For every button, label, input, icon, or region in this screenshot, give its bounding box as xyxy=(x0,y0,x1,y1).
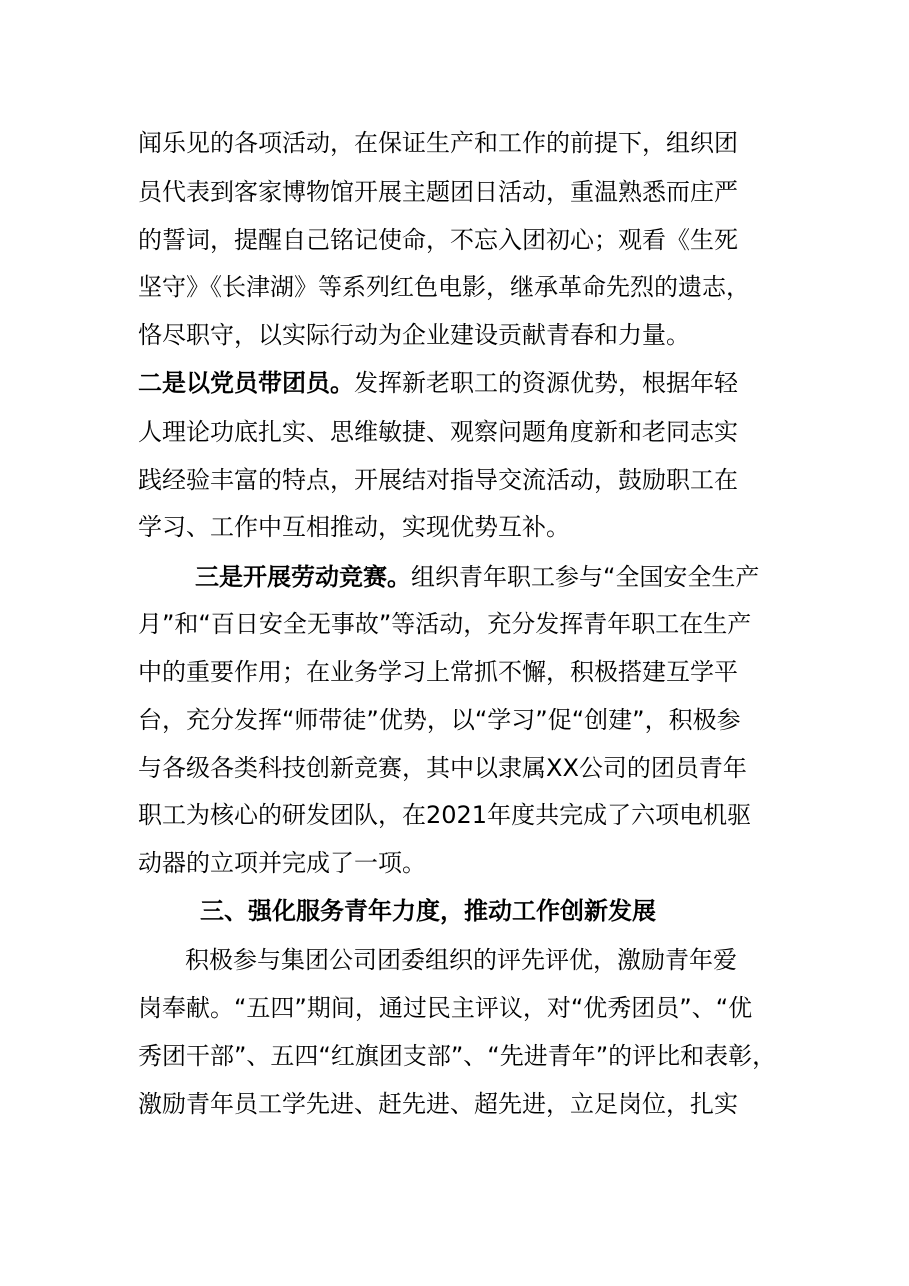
paragraph-line: 员代表到客家博物馆开展主题团日活动，重温熟悉而庄严 xyxy=(138,178,738,206)
paragraph-line: 台，充分发挥“师带徒”优势，以“学习”促“创建”，积极参 xyxy=(138,706,741,734)
paragraph-line: 秀团干部”、五四“红旗团支部”、“先进青年”的评比和表彰， xyxy=(138,1042,777,1070)
paragraph-line: 人理论功底扎实、思维敏捷、观察问题角度新和老同志实 xyxy=(138,418,738,446)
paragraph-line: 中的重要作用；在业务学习上常抓不懈，积极搭建互学平 xyxy=(138,658,738,686)
paragraph-line: 践经验丰富的特点，开展结对指导交流活动，鼓励职工在 xyxy=(138,466,738,494)
line-text: 发挥新老职工的资源优势，根据年轻 xyxy=(354,369,738,397)
paragraph-line: 学习、工作中互相推动，实现优势互补。 xyxy=(138,513,570,541)
paragraph-line: 动器的立项并完成了一项。 xyxy=(138,849,426,877)
paragraph-line: 的誓词，提醒自己铭记使命，不忘入团初心；观看《生死 xyxy=(138,226,738,254)
line-text: 组织青年职工参与“全国安全生产 xyxy=(411,563,760,591)
paragraph-line xyxy=(195,555,835,599)
paragraph-line xyxy=(138,361,778,405)
section-heading: 三、强化服务青年力度，推动工作创新发展 xyxy=(200,897,656,925)
paragraph-line: 激励青年员工学先进、赶先进、超先进，立足岗位，扎实 xyxy=(138,1090,738,1118)
bold-lead: 二是以党员带团员。 xyxy=(138,369,354,397)
paragraph-line: 与各级各类科技创新竞赛，其中以隶属XX公司的团员青年 xyxy=(138,754,747,782)
paragraph-line: 坚守》《长津湖》等系列红色电影，继承革命先烈的遗志， xyxy=(138,273,750,301)
bold-lead: 三是开展劳动竞赛。 xyxy=(195,563,411,591)
paragraph-line: 积极参与集团公司团委组织的评先评优，激励青年爱 xyxy=(185,946,737,974)
paragraph-line: 闻乐见的各项活动，在保证生产和工作的前提下，组织团 xyxy=(138,129,738,157)
paragraph-line: 恪尽职守，以实际行动为企业建设贡献青春和力量。 xyxy=(138,321,690,349)
paragraph-line: 岗奉献。“五四”期间，通过民主评议，对“优秀团员”、“优 xyxy=(138,994,753,1022)
paragraph-line: 职工为核心的研发团队，在2021年度共完成了六项电机驱 xyxy=(138,801,752,829)
paragraph-line: 月”和“百日安全无事故”等活动，充分发挥青年职工在生产 xyxy=(138,610,752,638)
